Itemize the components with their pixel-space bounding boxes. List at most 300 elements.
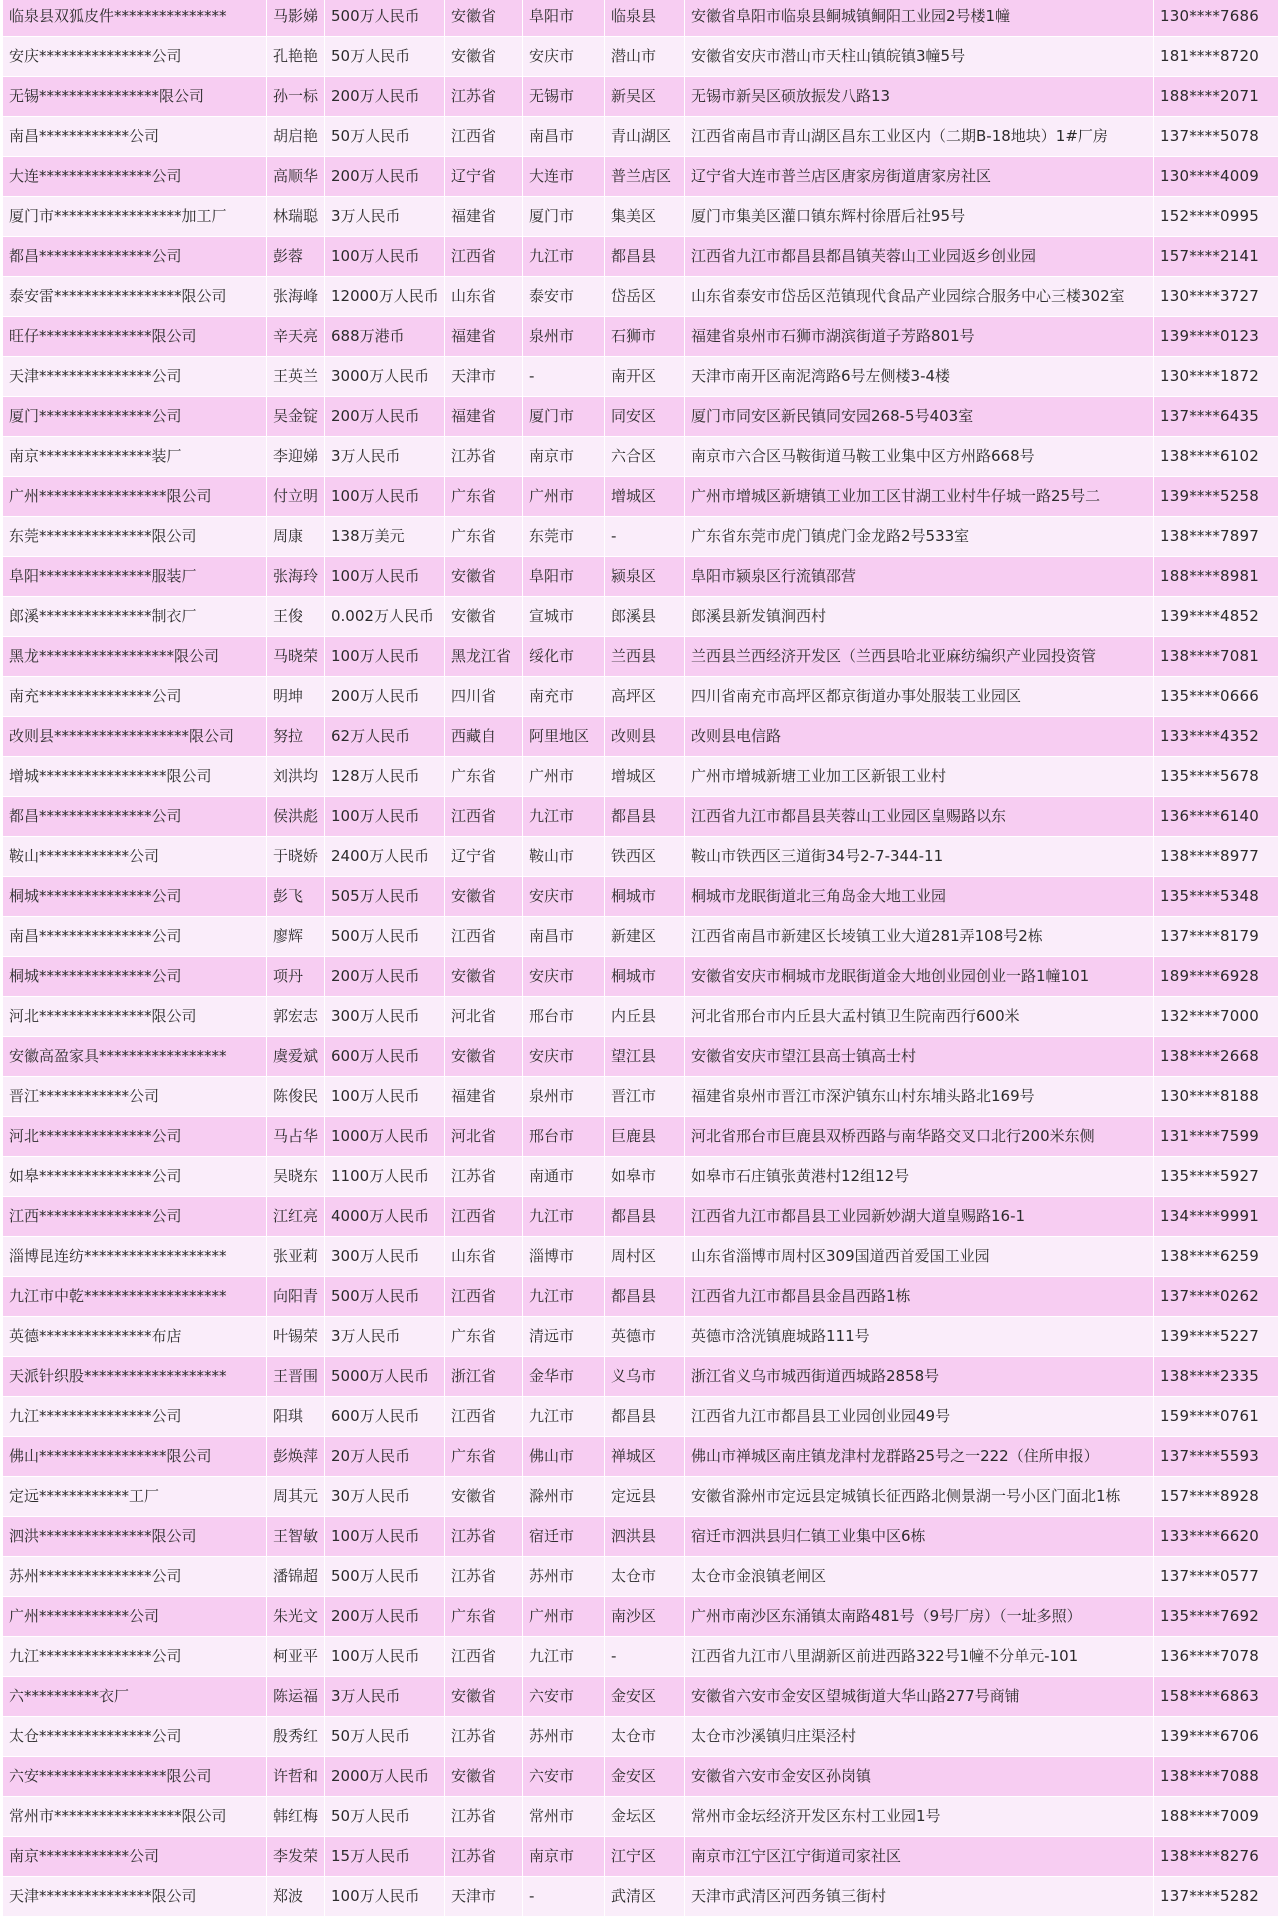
phone-cell: 135****5348 <box>1154 877 1279 917</box>
province-cell: 山东省 <box>445 1237 523 1277</box>
company-name-cell: 厦门市*****************加工厂 <box>3 197 267 237</box>
province-cell: 广东省 <box>445 517 523 557</box>
phone-cell: 137****5078 <box>1154 117 1279 157</box>
address-cell: 福建省泉州市石狮市湖滨街道子芳路801号 <box>685 317 1154 357</box>
company-name-cell: 九江***************公司 <box>3 1637 267 1677</box>
district-cell: 临泉县 <box>605 0 685 37</box>
city-cell: 绥化市 <box>523 637 605 677</box>
phone-cell: 139****0123 <box>1154 317 1279 357</box>
phone-cell: 130****4009 <box>1154 157 1279 197</box>
address-cell: 南京市江宁区江宁街道司家社区 <box>685 1837 1154 1877</box>
phone-cell: 159****0761 <box>1154 1397 1279 1437</box>
province-cell: 安徽省 <box>445 557 523 597</box>
table-row <box>3 1077 1279 1117</box>
province-cell: 江西省 <box>445 917 523 957</box>
district-cell: 增城区 <box>605 757 685 797</box>
company-name-cell: 无锡****************限公司 <box>3 77 267 117</box>
registered-capital-cell: 128万人民币 <box>325 757 445 797</box>
registered-capital-cell: 200万人民币 <box>325 1597 445 1637</box>
city-cell: 南昌市 <box>523 917 605 957</box>
address-cell: 佛山市禅城区南庄镇龙津村龙群路25号之一222（住所申报） <box>685 1437 1154 1477</box>
legal-representative-cell: 孔艳艳 <box>267 37 325 77</box>
phone-cell: 138****7088 <box>1154 1757 1279 1797</box>
district-cell: 新吴区 <box>605 77 685 117</box>
district-cell: 英德市 <box>605 1317 685 1357</box>
district-cell: 都昌县 <box>605 1397 685 1437</box>
address-cell: 河北省邢台市内丘县大孟村镇卫生院南西行600米 <box>685 997 1154 1037</box>
address-cell: 鞍山市铁西区三道街34号2-7-344-11 <box>685 837 1154 877</box>
city-cell: 六安市 <box>523 1677 605 1717</box>
district-cell: 江宁区 <box>605 1837 685 1877</box>
district-cell: 潜山市 <box>605 37 685 77</box>
address-cell: 江西省九江市都昌县金昌西路1栋 <box>685 1277 1154 1317</box>
company-name-cell: 天派针织股******************* <box>3 1357 267 1397</box>
address-cell: 山东省淄博市周村区309国道西首爱国工业园 <box>685 1237 1154 1277</box>
company-name-cell: 河北***************限公司 <box>3 997 267 1037</box>
table-row <box>3 317 1279 357</box>
address-cell: 无锡市新吴区硕放振发八路13 <box>685 77 1154 117</box>
legal-representative-cell: 王晋围 <box>267 1357 325 1397</box>
address-cell: 安徽省六安市金安区孙岗镇 <box>685 1757 1154 1797</box>
legal-representative-cell: 高顺华 <box>267 157 325 197</box>
registered-capital-cell: 100万人民币 <box>325 1517 445 1557</box>
company-name-cell: 晋江************公司 <box>3 1077 267 1117</box>
registered-capital-cell: 100万人民币 <box>325 797 445 837</box>
company-name-cell: 六安*****************限公司 <box>3 1757 267 1797</box>
registered-capital-cell: 50万人民币 <box>325 1797 445 1837</box>
city-cell: 泉州市 <box>523 317 605 357</box>
phone-cell: 130****8188 <box>1154 1077 1279 1117</box>
address-cell: 兰西县兰西经济开发区（兰西县哈北亚麻纺编织产业园投资管 <box>685 637 1154 677</box>
legal-representative-cell: 彭飞 <box>267 877 325 917</box>
phone-cell: 130****3727 <box>1154 277 1279 317</box>
legal-representative-cell: 吴晓东 <box>267 1157 325 1197</box>
phone-cell: 138****7081 <box>1154 637 1279 677</box>
legal-representative-cell: 周康 <box>267 517 325 557</box>
legal-representative-cell: 努拉 <box>267 717 325 757</box>
registered-capital-cell: 600万人民币 <box>325 1037 445 1077</box>
district-cell: 泗洪县 <box>605 1517 685 1557</box>
city-cell: 九江市 <box>523 1277 605 1317</box>
city-cell: 滁州市 <box>523 1477 605 1517</box>
district-cell: 周村区 <box>605 1237 685 1277</box>
table-row <box>3 797 1279 837</box>
legal-representative-cell: 林瑞聪 <box>267 197 325 237</box>
province-cell: 江西省 <box>445 1637 523 1677</box>
city-cell: 泉州市 <box>523 1077 605 1117</box>
province-cell: 浙江省 <box>445 1357 523 1397</box>
table-row <box>3 997 1279 1037</box>
registered-capital-cell: 3000万人民币 <box>325 357 445 397</box>
table-row <box>3 757 1279 797</box>
province-cell: 江苏省 <box>445 1837 523 1877</box>
province-cell: 江苏省 <box>445 1557 523 1597</box>
province-cell: 广东省 <box>445 1597 523 1637</box>
phone-cell: 188****2071 <box>1154 77 1279 117</box>
city-cell: 鞍山市 <box>523 837 605 877</box>
district-cell: - <box>605 517 685 557</box>
city-cell: 广州市 <box>523 477 605 517</box>
province-cell: 安徽省 <box>445 37 523 77</box>
city-cell: 六安市 <box>523 1757 605 1797</box>
phone-cell: 138****6102 <box>1154 437 1279 477</box>
registered-capital-cell: 300万人民币 <box>325 1237 445 1277</box>
registered-capital-cell: 1100万人民币 <box>325 1157 445 1197</box>
address-cell: 江西省九江市都昌县芙蓉山工业园区皇赐路以东 <box>685 797 1154 837</box>
address-cell: 安徽省滁州市定远县定城镇长征西路北侧景湖一号小区门面北1栋 <box>685 1477 1154 1517</box>
legal-representative-cell: 许哲和 <box>267 1757 325 1797</box>
registered-capital-cell: 600万人民币 <box>325 1397 445 1437</box>
city-cell: 南京市 <box>523 1837 605 1877</box>
province-cell: 安徽省 <box>445 1757 523 1797</box>
table-row <box>3 1477 1279 1517</box>
table-row <box>3 837 1279 877</box>
table-row <box>3 1557 1279 1597</box>
company-table <box>2 0 1279 1917</box>
table-row <box>3 477 1279 517</box>
registered-capital-cell: 100万人民币 <box>325 1077 445 1117</box>
table-row <box>3 1597 1279 1637</box>
district-cell: 金坛区 <box>605 1797 685 1837</box>
company-name-cell: 佛山*****************限公司 <box>3 1437 267 1477</box>
company-name-cell: 临泉县双狐皮件*************** <box>3 0 267 37</box>
table-row <box>3 517 1279 557</box>
registered-capital-cell: 200万人民币 <box>325 677 445 717</box>
registered-capital-cell: 4000万人民币 <box>325 1197 445 1237</box>
address-cell: 浙江省义乌市城西街道西城路2858号 <box>685 1357 1154 1397</box>
registered-capital-cell: 15万人民币 <box>325 1837 445 1877</box>
province-cell: 广东省 <box>445 477 523 517</box>
company-name-cell: 泰安雷*****************限公司 <box>3 277 267 317</box>
district-cell: 岱岳区 <box>605 277 685 317</box>
table-row <box>3 917 1279 957</box>
table-row <box>3 1117 1279 1157</box>
district-cell: 禅城区 <box>605 1437 685 1477</box>
legal-representative-cell: 廖辉 <box>267 917 325 957</box>
registered-capital-cell: 300万人民币 <box>325 997 445 1037</box>
table-row <box>3 1357 1279 1397</box>
phone-cell: 132****7000 <box>1154 997 1279 1037</box>
province-cell: 江西省 <box>445 117 523 157</box>
company-name-cell: 南京***************装厂 <box>3 437 267 477</box>
address-cell: 安徽省六安市金安区望城街道大华山路277号商铺 <box>685 1677 1154 1717</box>
table-row <box>3 237 1279 277</box>
phone-cell: 157****8928 <box>1154 1477 1279 1517</box>
legal-representative-cell: 叶锡荣 <box>267 1317 325 1357</box>
table-row <box>3 1037 1279 1077</box>
registered-capital-cell: 138万美元 <box>325 517 445 557</box>
legal-representative-cell: 彭蓉 <box>267 237 325 277</box>
registered-capital-cell: 1000万人民币 <box>325 1117 445 1157</box>
registered-capital-cell: 3万人民币 <box>325 1317 445 1357</box>
legal-representative-cell: 项丹 <box>267 957 325 997</box>
company-name-cell: 都昌***************公司 <box>3 797 267 837</box>
registered-capital-cell: 3万人民币 <box>325 197 445 237</box>
legal-representative-cell: 马占华 <box>267 1117 325 1157</box>
table-row <box>3 1517 1279 1557</box>
phone-cell: 133****4352 <box>1154 717 1279 757</box>
city-cell: 阜阳市 <box>523 557 605 597</box>
address-cell: 江西省南昌市新建区长堎镇工业大道281弄108号2栋 <box>685 917 1154 957</box>
phone-cell: 138****8276 <box>1154 1837 1279 1877</box>
table-row <box>3 117 1279 157</box>
address-cell: 四川省南充市高坪区都京街道办事处服装工业园区 <box>685 677 1154 717</box>
phone-cell: 137****0262 <box>1154 1277 1279 1317</box>
registered-capital-cell: 62万人民币 <box>325 717 445 757</box>
district-cell: 集美区 <box>605 197 685 237</box>
address-cell: 如皋市石庄镇张黄港村12组12号 <box>685 1157 1154 1197</box>
legal-representative-cell: 周其元 <box>267 1477 325 1517</box>
district-cell: 如皋市 <box>605 1157 685 1197</box>
table-row <box>3 877 1279 917</box>
address-cell: 江西省九江市八里湖新区前进西路322号1幢不分单元-101 <box>685 1637 1154 1677</box>
province-cell: 山东省 <box>445 277 523 317</box>
district-cell: 兰西县 <box>605 637 685 677</box>
city-cell: 阜阳市 <box>523 0 605 37</box>
city-cell: 九江市 <box>523 1397 605 1437</box>
district-cell: 青山湖区 <box>605 117 685 157</box>
phone-cell: 130****1872 <box>1154 357 1279 397</box>
city-cell: 九江市 <box>523 797 605 837</box>
address-cell: 江西省南昌市青山湖区昌东工业区内（二期B-18地块）1#厂房 <box>685 117 1154 157</box>
province-cell: 黑龙江省 <box>445 637 523 677</box>
city-cell: 九江市 <box>523 237 605 277</box>
registered-capital-cell: 3万人民币 <box>325 1677 445 1717</box>
table-row <box>3 557 1279 597</box>
phone-cell: 137****5282 <box>1154 1877 1279 1917</box>
legal-representative-cell: 郑波 <box>267 1877 325 1917</box>
phone-cell: 135****5927 <box>1154 1157 1279 1197</box>
company-name-cell: 江西***************公司 <box>3 1197 267 1237</box>
phone-cell: 135****0666 <box>1154 677 1279 717</box>
province-cell: 安徽省 <box>445 1037 523 1077</box>
company-name-cell: 常州市*****************限公司 <box>3 1797 267 1837</box>
registered-capital-cell: 30万人民币 <box>325 1477 445 1517</box>
district-cell: 铁西区 <box>605 837 685 877</box>
phone-cell: 137****6435 <box>1154 397 1279 437</box>
legal-representative-cell: 彭焕萍 <box>267 1437 325 1477</box>
company-name-cell: 天津***************公司 <box>3 357 267 397</box>
province-cell: 辽宁省 <box>445 157 523 197</box>
province-cell: 安徽省 <box>445 597 523 637</box>
legal-representative-cell: 陈俊民 <box>267 1077 325 1117</box>
city-cell: 阿里地区 <box>523 717 605 757</box>
company-name-cell: 鞍山************公司 <box>3 837 267 877</box>
table-row <box>3 1397 1279 1437</box>
table-row <box>3 1797 1279 1837</box>
phone-cell: 137****8179 <box>1154 917 1279 957</box>
table-row <box>3 1637 1279 1677</box>
legal-representative-cell: 柯亚平 <box>267 1637 325 1677</box>
city-cell: 东莞市 <box>523 517 605 557</box>
district-cell: 太仓市 <box>605 1717 685 1757</box>
company-name-cell: 河北***************公司 <box>3 1117 267 1157</box>
city-cell: 淄博市 <box>523 1237 605 1277</box>
company-name-cell: 如皋***************公司 <box>3 1157 267 1197</box>
district-cell: 内丘县 <box>605 997 685 1037</box>
table-row <box>3 1157 1279 1197</box>
address-cell: 英德市浛洸镇鹿城路111号 <box>685 1317 1154 1357</box>
address-cell: 宿迁市泗洪县归仁镇工业集中区6栋 <box>685 1517 1154 1557</box>
city-cell: 宿迁市 <box>523 1517 605 1557</box>
province-cell: 河北省 <box>445 1117 523 1157</box>
address-cell: 广州市增城新塘工业加工区新银工业村 <box>685 757 1154 797</box>
table-row <box>3 677 1279 717</box>
phone-cell: 139****4852 <box>1154 597 1279 637</box>
table-row <box>3 957 1279 997</box>
province-cell: 安徽省 <box>445 0 523 37</box>
legal-representative-cell: 张海峰 <box>267 277 325 317</box>
city-cell: 宣城市 <box>523 597 605 637</box>
company-name-cell: 东莞***************限公司 <box>3 517 267 557</box>
province-cell: 江西省 <box>445 1197 523 1237</box>
legal-representative-cell: 王英兰 <box>267 357 325 397</box>
phone-cell: 134****9991 <box>1154 1197 1279 1237</box>
table-body <box>3 0 1279 1917</box>
city-cell: 邢台市 <box>523 1117 605 1157</box>
city-cell: 安庆市 <box>523 877 605 917</box>
registered-capital-cell: 688万港币 <box>325 317 445 357</box>
address-cell: 郎溪县新发镇涧西村 <box>685 597 1154 637</box>
district-cell: 巨鹿县 <box>605 1117 685 1157</box>
district-cell: 南开区 <box>605 357 685 397</box>
phone-cell: 138****7897 <box>1154 517 1279 557</box>
table-row <box>3 1237 1279 1277</box>
phone-cell: 188****7009 <box>1154 1797 1279 1837</box>
legal-representative-cell: 韩红梅 <box>267 1797 325 1837</box>
city-cell: 安庆市 <box>523 957 605 997</box>
company-name-cell: 定远************工厂 <box>3 1477 267 1517</box>
company-name-cell: 桐城***************公司 <box>3 877 267 917</box>
province-cell: 天津市 <box>445 357 523 397</box>
phone-cell: 136****6140 <box>1154 797 1279 837</box>
legal-representative-cell: 陈运福 <box>267 1677 325 1717</box>
company-name-cell: 南充***************公司 <box>3 677 267 717</box>
address-cell: 桐城市龙眠街道北三角岛金大地工业园 <box>685 877 1154 917</box>
registered-capital-cell: 2000万人民币 <box>325 1757 445 1797</box>
registered-capital-cell: 50万人民币 <box>325 117 445 157</box>
province-cell: 江苏省 <box>445 437 523 477</box>
district-cell: 桐城市 <box>605 877 685 917</box>
company-name-cell: 安徽高盈家具***************** <box>3 1037 267 1077</box>
address-cell: 广州市增城区新塘镇工业加工区甘湖工业村牛仔城一路25号二 <box>685 477 1154 517</box>
city-cell: 南充市 <box>523 677 605 717</box>
legal-representative-cell: 张海玲 <box>267 557 325 597</box>
legal-representative-cell: 马影娣 <box>267 0 325 37</box>
registered-capital-cell: 200万人民币 <box>325 77 445 117</box>
district-cell: 高坪区 <box>605 677 685 717</box>
address-cell: 河北省邢台市巨鹿县双桥西路与南华路交叉口北行200米东侧 <box>685 1117 1154 1157</box>
table-row <box>3 357 1279 397</box>
city-cell: 广州市 <box>523 1597 605 1637</box>
company-name-cell: 旺仔***************限公司 <box>3 317 267 357</box>
registered-capital-cell: 100万人民币 <box>325 237 445 277</box>
table-row <box>3 717 1279 757</box>
phone-cell: 139****6706 <box>1154 1717 1279 1757</box>
province-cell: 江西省 <box>445 797 523 837</box>
legal-representative-cell: 明坤 <box>267 677 325 717</box>
phone-cell: 139****5258 <box>1154 477 1279 517</box>
district-cell: 定远县 <box>605 1477 685 1517</box>
address-cell: 安徽省安庆市桐城市龙眠街道金大地创业园创业一路1幢101 <box>685 957 1154 997</box>
province-cell: 广东省 <box>445 1437 523 1477</box>
table-row <box>3 0 1279 37</box>
phone-cell: 188****8981 <box>1154 557 1279 597</box>
legal-representative-cell: 殷秀红 <box>267 1717 325 1757</box>
company-name-cell: 南京************公司 <box>3 1837 267 1877</box>
company-name-cell: 天津***************限公司 <box>3 1877 267 1917</box>
address-cell: 天津市武清区河西务镇三街村 <box>685 1877 1154 1917</box>
district-cell: 郎溪县 <box>605 597 685 637</box>
company-name-cell: 九江市中乾******************* <box>3 1277 267 1317</box>
legal-representative-cell: 马晓荣 <box>267 637 325 677</box>
registered-capital-cell: 200万人民币 <box>325 957 445 997</box>
legal-representative-cell: 张亚莉 <box>267 1237 325 1277</box>
company-name-cell: 黑龙******************限公司 <box>3 637 267 677</box>
district-cell: 南沙区 <box>605 1597 685 1637</box>
registered-capital-cell: 100万人民币 <box>325 477 445 517</box>
province-cell: 江苏省 <box>445 1517 523 1557</box>
district-cell: 颍泉区 <box>605 557 685 597</box>
city-cell: 安庆市 <box>523 1037 605 1077</box>
province-cell: 江西省 <box>445 1277 523 1317</box>
phone-cell: 158****6863 <box>1154 1677 1279 1717</box>
registered-capital-cell: 500万人民币 <box>325 917 445 957</box>
legal-representative-cell: 侯洪彪 <box>267 797 325 837</box>
province-cell: 广东省 <box>445 1317 523 1357</box>
phone-cell: 152****0995 <box>1154 197 1279 237</box>
legal-representative-cell: 向阳青 <box>267 1277 325 1317</box>
phone-cell: 135****7692 <box>1154 1597 1279 1637</box>
city-cell: 九江市 <box>523 1637 605 1677</box>
city-cell: 厦门市 <box>523 397 605 437</box>
phone-cell: 135****5678 <box>1154 757 1279 797</box>
company-name-cell: 安庆***************公司 <box>3 37 267 77</box>
district-cell: - <box>605 1637 685 1677</box>
district-cell: 都昌县 <box>605 237 685 277</box>
city-cell: 苏州市 <box>523 1717 605 1757</box>
province-cell: 江苏省 <box>445 1157 523 1197</box>
table-row <box>3 437 1279 477</box>
province-cell: 江苏省 <box>445 1717 523 1757</box>
legal-representative-cell: 朱光文 <box>267 1597 325 1637</box>
legal-representative-cell: 于晓娇 <box>267 837 325 877</box>
address-cell: 江西省九江市都昌县工业园创业园49号 <box>685 1397 1154 1437</box>
legal-representative-cell: 江红亮 <box>267 1197 325 1237</box>
province-cell: 江西省 <box>445 1397 523 1437</box>
phone-cell: 137****5593 <box>1154 1437 1279 1477</box>
address-cell: 改则县电信路 <box>685 717 1154 757</box>
address-cell: 太仓市沙溪镇归庄渠泾村 <box>685 1717 1154 1757</box>
registered-capital-cell: 12000万人民币 <box>325 277 445 317</box>
legal-representative-cell: 刘洪均 <box>267 757 325 797</box>
phone-cell: 138****8977 <box>1154 837 1279 877</box>
registered-capital-cell: 200万人民币 <box>325 397 445 437</box>
address-cell: 安徽省安庆市望江县高士镇高士村 <box>685 1037 1154 1077</box>
district-cell: 武清区 <box>605 1877 685 1917</box>
city-cell: 安庆市 <box>523 37 605 77</box>
district-cell: 增城区 <box>605 477 685 517</box>
legal-representative-cell: 孙一标 <box>267 77 325 117</box>
address-cell: 太仓市金浪镇老闸区 <box>685 1557 1154 1597</box>
province-cell: 福建省 <box>445 397 523 437</box>
address-cell: 辽宁省大连市普兰店区唐家房街道唐家房社区 <box>685 157 1154 197</box>
city-cell: 广州市 <box>523 757 605 797</box>
city-cell: 无锡市 <box>523 77 605 117</box>
city-cell: - <box>523 1877 605 1917</box>
phone-cell: 136****7078 <box>1154 1637 1279 1677</box>
registered-capital-cell: 20万人民币 <box>325 1437 445 1477</box>
